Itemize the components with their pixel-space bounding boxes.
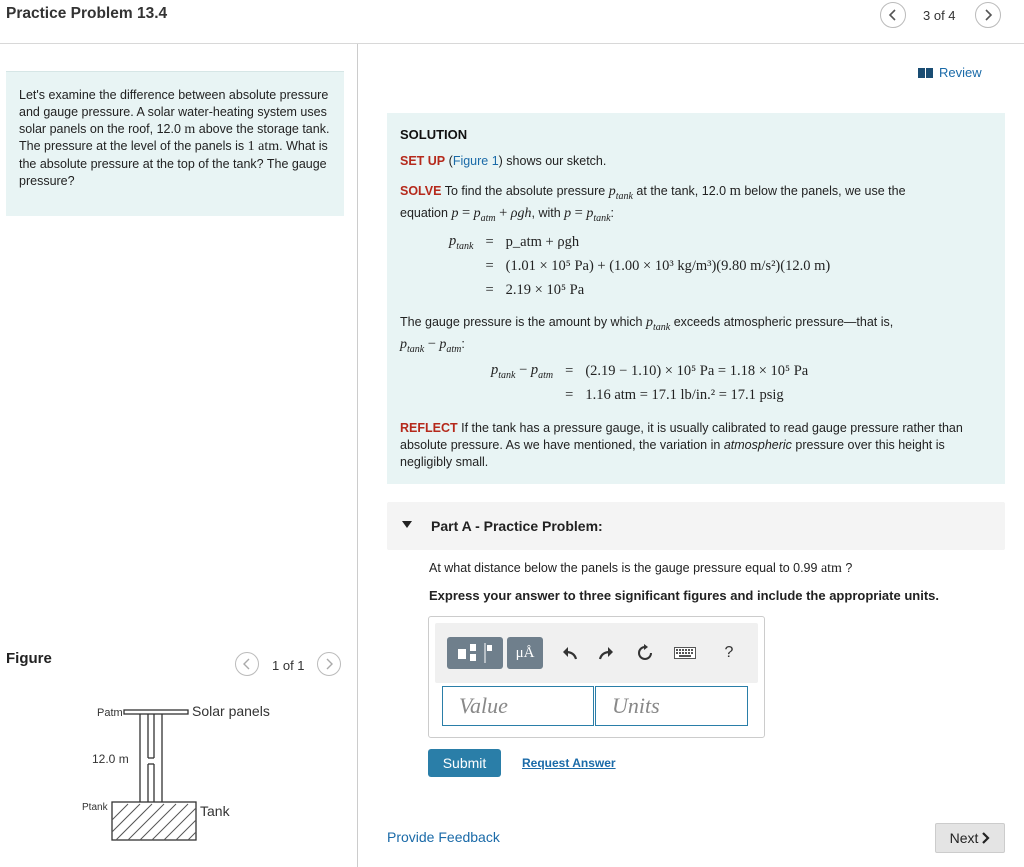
templates-icon bbox=[455, 641, 495, 665]
reflect-paragraph bbox=[400, 420, 990, 471]
redo-button[interactable] bbox=[591, 637, 619, 669]
symbols-button[interactable]: μÅ bbox=[507, 637, 543, 669]
next-item-button[interactable] bbox=[975, 2, 1001, 28]
problem-unit-m: m bbox=[184, 121, 196, 137]
page-title: Practice Problem 13.4 bbox=[6, 5, 168, 22]
setup-paragraph: SET UP (Figure 1) shows our sketch. bbox=[400, 154, 607, 168]
eq1-line2: (1.01 × 10⁵ Pa) + (1.00 × 10³ kg/m³)(9.80 m/s²)(12.0 m) bbox=[505, 257, 831, 274]
left-column bbox=[0, 44, 358, 867]
question-unit: atm bbox=[820, 561, 842, 576]
figure-label-ptank: Ptank bbox=[82, 802, 108, 813]
figure-heading: Figure bbox=[6, 650, 52, 667]
figure-next-button[interactable] bbox=[317, 652, 341, 676]
review-link[interactable] bbox=[918, 65, 982, 80]
eq1-line1: p_atm + ρgh bbox=[505, 233, 580, 250]
figure-label-height: 12.0 m bbox=[92, 752, 129, 766]
gauge-text-1: The gauge pressure is the amount by which bbox=[400, 315, 643, 329]
problem-atm: 1 atm bbox=[247, 139, 280, 155]
book-icon bbox=[918, 68, 933, 78]
problem-end: . What is the absolute pressure at the top of the tank? The gauge pressure? bbox=[19, 139, 328, 188]
problem-mid: above the storage tank. The pressure at the level of the panels is bbox=[19, 121, 330, 154]
next-label: Next bbox=[949, 830, 979, 846]
redo-icon bbox=[596, 645, 614, 661]
units-input[interactable]: Units bbox=[595, 686, 748, 726]
item-pager: 3 of 4 bbox=[923, 8, 956, 23]
chevron-left-icon bbox=[887, 9, 899, 21]
equation-block-1: $p_{tank}$ = p_atm + ρgh = (1.01 × 10⁵ Pa) + (1.00 × 10³ kg/m³)(9.80 m/s²)(12.0 m) = 2.19 × 10⁵ Pa bbox=[443, 230, 836, 302]
problem-statement bbox=[6, 71, 344, 216]
answer-box bbox=[428, 616, 765, 738]
figure-label-patm: Patm bbox=[97, 707, 123, 719]
eq2-line2: 1.16 atm = 17.1 lb/in.² = 17.1 psig bbox=[585, 386, 784, 403]
solve-text-1: To find the absolute pressure bbox=[444, 184, 606, 198]
prev-item-button[interactable] bbox=[880, 2, 906, 28]
math-toolbar bbox=[435, 623, 758, 683]
equation-block-2: $p_{tank} - p_{atm}$ = (2.19 − 1.10) × 10⁵ Pa = 1.18 × 10⁵ Pa = 1.16 atm = 17.1 lb/in.² = 17.1 psig bbox=[485, 359, 814, 407]
solve-paragraph: SOLVE To find the absolute pressure $p_{tank}$ at the tank, 12.0 m below the panels, we use the equation $p = p_{atm} + \rho gh$, with $p = p_{tank}$: bbox=[400, 183, 906, 224]
gauge-text-2: exceeds atmospheric pressure—that is, bbox=[673, 315, 894, 329]
reset-icon bbox=[636, 644, 654, 662]
figure-prev-button[interactable] bbox=[235, 652, 259, 676]
reflect-label: REFLECT bbox=[400, 421, 458, 435]
solution-heading: SOLUTION bbox=[400, 127, 468, 142]
solve-text-4: equation bbox=[400, 205, 448, 220]
setup-text: ) shows our sketch. bbox=[498, 154, 607, 168]
question-end: ? bbox=[845, 561, 853, 575]
part-a-header[interactable] bbox=[387, 502, 1005, 550]
question-text: At what distance below the panels is the gauge pressure equal to 0.99 bbox=[429, 561, 818, 575]
figure-link[interactable]: Figure 1 bbox=[452, 154, 499, 168]
chevron-right-icon bbox=[982, 9, 994, 21]
solve-text-2: at the tank, 12.0 bbox=[636, 184, 727, 198]
collapse-triangle-icon bbox=[402, 521, 412, 528]
reflect-emphasis: atmospheric bbox=[723, 438, 792, 452]
chevron-left-icon bbox=[241, 658, 253, 670]
problem-intro: Let's examine the difference between absolute pressure and gauge pressure. A solar water-heating system uses solar panels on the roof, 12.0 bbox=[19, 88, 329, 136]
figure-pager: 1 of 1 bbox=[272, 658, 305, 673]
undo-button[interactable] bbox=[557, 637, 585, 669]
solar-panel-shape bbox=[124, 710, 188, 714]
solve-text-5: , with bbox=[531, 205, 561, 220]
request-answer-link[interactable]: Request Answer bbox=[522, 756, 616, 770]
solve-text-3: below the panels, we use the bbox=[744, 184, 906, 198]
chevron-right-icon bbox=[982, 832, 990, 844]
provide-feedback-link[interactable]: Provide Feedback bbox=[387, 829, 500, 845]
help-button[interactable]: ? bbox=[724, 644, 734, 661]
part-a-question bbox=[429, 561, 852, 577]
next-button[interactable] bbox=[935, 823, 1005, 853]
eq2-line1: (2.19 − 1.10) × 10⁵ Pa = 1.18 × 10⁵ Pa bbox=[585, 362, 809, 379]
reflect-text-1: If the tank has a pressure gauge, it is usually calibrated to read gauge pressure rather than absolute pressure. As we have mentioned, the variation in bbox=[400, 421, 963, 452]
chevron-right-icon bbox=[323, 658, 335, 670]
reset-button[interactable] bbox=[631, 637, 659, 669]
undo-icon bbox=[562, 645, 580, 661]
part-a-title: Part A - Practice Problem: bbox=[431, 518, 603, 534]
solution-box bbox=[387, 113, 1005, 484]
keyboard-button[interactable] bbox=[671, 637, 699, 669]
templates-button[interactable] bbox=[447, 637, 503, 669]
setup-label: SET UP bbox=[400, 154, 446, 168]
keyboard-icon bbox=[674, 647, 696, 659]
reflect-text-2: pressure over this height is negligibly small. bbox=[400, 438, 945, 469]
solve-label: SOLVE bbox=[400, 184, 442, 198]
review-label: Review bbox=[939, 65, 982, 80]
figure-label-tank: Tank bbox=[200, 803, 230, 819]
value-input[interactable]: Value bbox=[442, 686, 594, 726]
gauge-paragraph: The gauge pressure is the amount by which $p_{tank}$ exceeds atmospheric pressure—that is, $p_{tank} - p_{atm}$: bbox=[400, 315, 894, 355]
submit-button[interactable]: Submit bbox=[428, 749, 501, 777]
solar-tank-figure bbox=[80, 694, 280, 844]
eq1-line3: 2.19 × 10⁵ Pa bbox=[505, 281, 585, 298]
figure-label-solar: Solar panels bbox=[192, 703, 270, 719]
part-a-instruction: Express your answer to three significant figures and include the appropriate units. bbox=[429, 588, 939, 603]
top-bar bbox=[0, 0, 1024, 44]
